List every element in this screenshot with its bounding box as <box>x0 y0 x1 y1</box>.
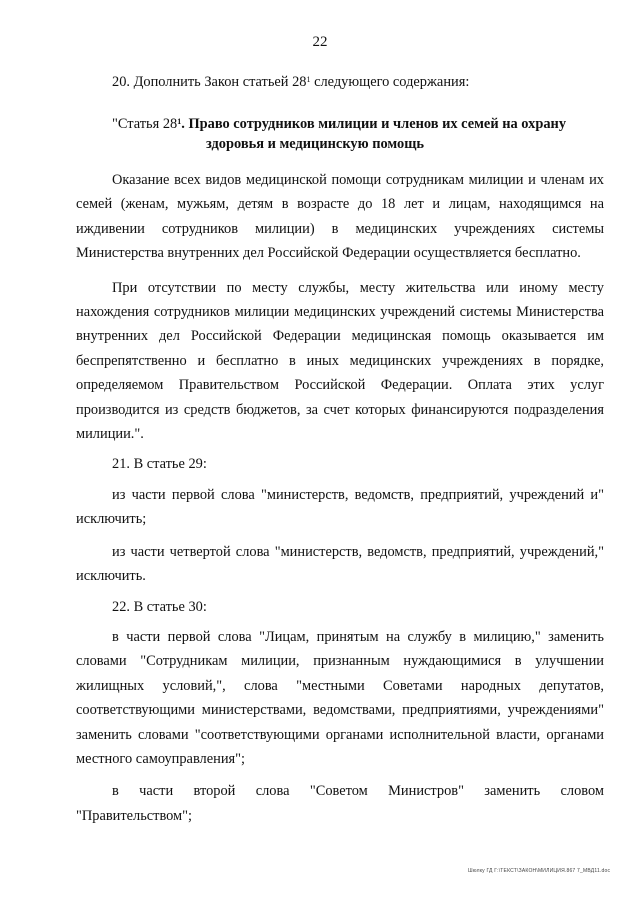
article-heading <box>76 114 604 154</box>
article-dot: . <box>181 116 189 132</box>
article-title-line1: Право сотрудников милиции и членов их семей на охрану <box>188 116 567 132</box>
paragraph-absence: При отсутствии по месту службы, месту жительства или иному месту нахождения сотрудников милиции медицинских учреждений системы Министерства внутренних дел Российской Федерации медицинская помощь оказывается им беспрепятственно и бесплатно в иных медицинских учреждениях в порядке, определяемом Правительством Российской Федерации. Оплата этих услуг производится из средств бюджетов, за счет которых финансируются подразделения милиции.". <box>76 279 604 443</box>
paragraph-22a: в части первой слова "Лицам, принятым на службу в милицию," заменить словами "Сотрудникам милиции, признанным нуждающимися в улучшении жилищных условий,", слова "местными Советами народных депутатов, соответствующими министерствами, ведомствами, предприятиями, учреждениями" заменить словами "соответствующими органами исполнительной власти, органами местного самоуправления"; <box>76 628 604 767</box>
item-21: 21. В статье 29: <box>112 456 207 473</box>
item-22: 22. В статье 30: <box>112 598 207 615</box>
article-title-line2: здоровья и медицинскую помощь <box>206 136 424 152</box>
paragraph-medical-care: Оказание всех видов медицинской помощи сотрудникам милиции и членам их семей (женам, мужьям, детям в возрасте до 18 лет и лицам, находящимся на иждивении сотрудников милиции) в медицинских учреждениях системы Министерства внутренних дел Российской Федерации осуществляется бесплатно. <box>76 172 604 262</box>
page-number: 22 <box>312 34 328 50</box>
article-sup: 1 <box>177 117 182 126</box>
item-20 <box>76 72 604 92</box>
item-20-text: 20. Дополнить Закон статьей 28 <box>112 74 307 90</box>
article-prefix: "Статья 28 <box>112 116 178 132</box>
paragraph-21b: из части четвертой слова "министерств, ведомств, предприятий, учреждений," исключить. <box>76 543 604 585</box>
paragraph-22b: в части второй слова "Советом Министров" заменить словом "Правительством"; <box>76 783 604 824</box>
item-20-tail: следующего содержания: <box>310 74 470 90</box>
item-20-sup: 1 <box>306 75 311 84</box>
paragraph-21a: из части первой слова "министерств, ведомств, предприятий, учреждений и" исключить; <box>76 486 604 528</box>
footer-file-path: Шюлку ГД Г:\ТЕКСТ\ЗАКОН\МИЛИЦИЯ.867 7_МВД11.doc <box>468 868 611 874</box>
document-body <box>76 70 604 828</box>
